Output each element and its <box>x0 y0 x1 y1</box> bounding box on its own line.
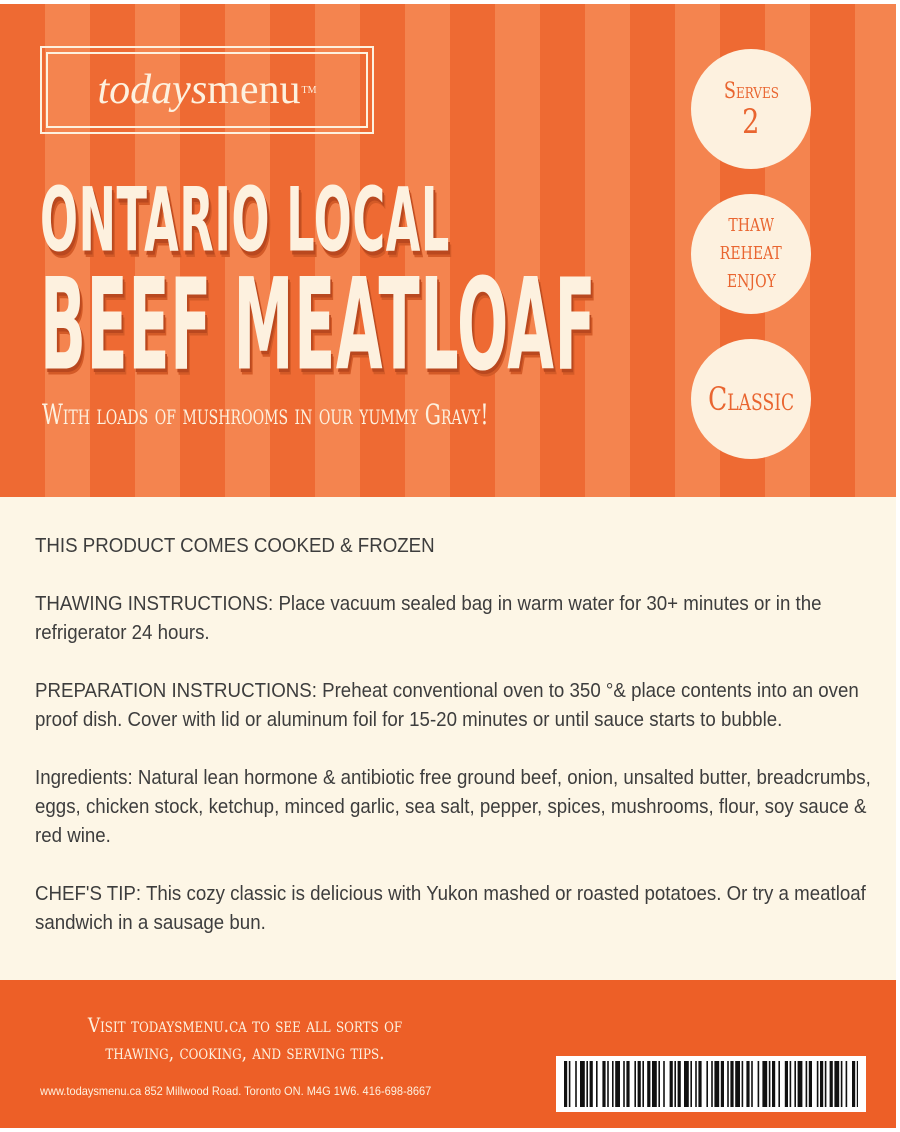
barcode-bar <box>569 1061 571 1107</box>
brand-logo <box>40 46 374 134</box>
barcode-bar <box>798 1061 803 1107</box>
barcode-bar <box>575 1061 577 1107</box>
barcode-bar <box>586 1061 588 1107</box>
barcode-bar <box>841 1061 843 1107</box>
barcode-bar <box>785 1061 788 1107</box>
preparation-instructions: PREPARATION INSTRUCTIONS: Preheat conventional oven to 350 °& place contents into an oven proof dish. Cover with lid or aluminum foil for 15-20 minutes or until sauce starts to bubble. <box>35 680 859 731</box>
barcode-bar <box>711 1061 713 1107</box>
barcode-bar <box>758 1061 760 1107</box>
title-line-2: BEEF MEATLOAF <box>40 250 597 399</box>
barcode-bar <box>735 1061 740 1107</box>
barcode-bar <box>670 1061 673 1107</box>
barcode-bar <box>612 1061 614 1107</box>
barcode-bar <box>647 1061 650 1107</box>
barcode-bar <box>806 1061 808 1107</box>
visit-line-2: thawing, cooking, and serving tips. <box>105 1040 385 1064</box>
barcode-bar <box>790 1061 792 1107</box>
barcode-bar <box>678 1061 681 1107</box>
barcode-bar <box>721 1061 724 1107</box>
barcode-bar <box>820 1061 823 1107</box>
step-enjoy: ENJOY <box>726 271 776 292</box>
barcode-bar <box>852 1061 855 1107</box>
instructions-section <box>35 532 875 967</box>
brand-name-part2: menu <box>207 67 301 113</box>
trademark-mark: TM <box>301 84 317 96</box>
barcode-bar <box>778 1061 780 1107</box>
barcode-bar <box>751 1061 753 1107</box>
ingredients-list: Ingredients: Natural lean hormone & antibiotic free ground beef, onion, unsalted butter, breadcrumbs, eggs, chicken stock, ketchup, minced garlic, sea salt, pepper, spices, mushrooms, flour, soy sauce & red wine. <box>35 767 871 847</box>
barcode-bar <box>817 1061 819 1107</box>
barcode-bar <box>714 1061 719 1107</box>
barcode-bar <box>746 1061 749 1107</box>
label-footer <box>0 980 896 1128</box>
chefs-tip: CHEF'S TIP: This cozy classic is delicious with Yukon mashed or roasted potatoes. Or try a meatloaf sandwich in a sausage bun. <box>35 883 866 934</box>
barcode-bar <box>638 1061 641 1107</box>
barcode <box>556 1056 866 1112</box>
barcode-bar <box>769 1061 771 1107</box>
style-badge <box>691 339 811 459</box>
barcode-bar <box>615 1061 620 1107</box>
cooked-notice: THIS PRODUCT COMES COOKED & FROZEN <box>35 535 435 557</box>
serves-label: Serves <box>723 78 779 104</box>
barcode-bar <box>658 1061 660 1107</box>
title-line-1: ONTARIO LOCAL <box>40 169 450 272</box>
step-thaw: THAW <box>728 215 774 236</box>
barcode-bar <box>830 1061 833 1107</box>
serves-count: 2 <box>742 101 760 142</box>
barcode-bar <box>695 1061 697 1107</box>
barcode-bar <box>674 1061 676 1107</box>
barcode-bar <box>564 1061 567 1107</box>
barcode-bar <box>834 1061 839 1107</box>
barcode-bar <box>698 1061 701 1107</box>
brand-logo-text <box>42 48 372 132</box>
contact-address: www.todaysmenu.ca 852 Millwood Road. Toronto ON. M4G 1W6. 416-698-8667 <box>40 1084 432 1098</box>
visit-message <box>71 1012 420 1066</box>
barcode-bar <box>602 1061 605 1107</box>
barcode-bar <box>642 1061 644 1107</box>
barcode-bar <box>623 1061 625 1107</box>
barcode-bar <box>706 1061 708 1107</box>
style-label: Classic <box>707 380 794 418</box>
barcode-bar <box>596 1061 598 1107</box>
barcode-bar <box>730 1061 733 1107</box>
barcode-bar <box>684 1061 689 1107</box>
barcode-bar <box>846 1061 848 1107</box>
barcode-bar <box>607 1061 609 1107</box>
barcode-bar <box>809 1061 812 1107</box>
barcode-bar <box>590 1061 593 1107</box>
steps-badge <box>691 194 811 314</box>
barcode-bar <box>794 1061 796 1107</box>
barcode-bars <box>564 1061 858 1107</box>
barcode-bar <box>652 1061 657 1107</box>
thawing-instructions: THAWING INSTRUCTIONS: Place vacuum sealed bag in warm water for 30+ minutes or in the refrigerator 24 hours. <box>35 593 822 644</box>
barcode-bar <box>742 1061 744 1107</box>
barcode-bar <box>634 1061 636 1107</box>
barcode-bar <box>857 1061 858 1107</box>
barcode-bar <box>825 1061 827 1107</box>
barcode-bar <box>690 1061 692 1107</box>
serves-badge <box>691 49 811 169</box>
label-header <box>0 4 896 497</box>
brand-name-part1: todays <box>97 67 208 113</box>
barcode-bar <box>663 1061 665 1107</box>
barcode-bar <box>762 1061 767 1107</box>
step-reheat: REHEAT <box>719 243 783 264</box>
visit-line-1: Visit todaysmenu.ca to see all sorts of <box>87 1013 403 1037</box>
product-label <box>0 4 896 1128</box>
barcode-bar <box>727 1061 729 1107</box>
barcode-bar <box>626 1061 629 1107</box>
product-subtitle: With loads of mushrooms in our yummy Gravy! <box>42 399 489 432</box>
barcode-bar <box>772 1061 775 1107</box>
barcode-bar <box>580 1061 585 1107</box>
